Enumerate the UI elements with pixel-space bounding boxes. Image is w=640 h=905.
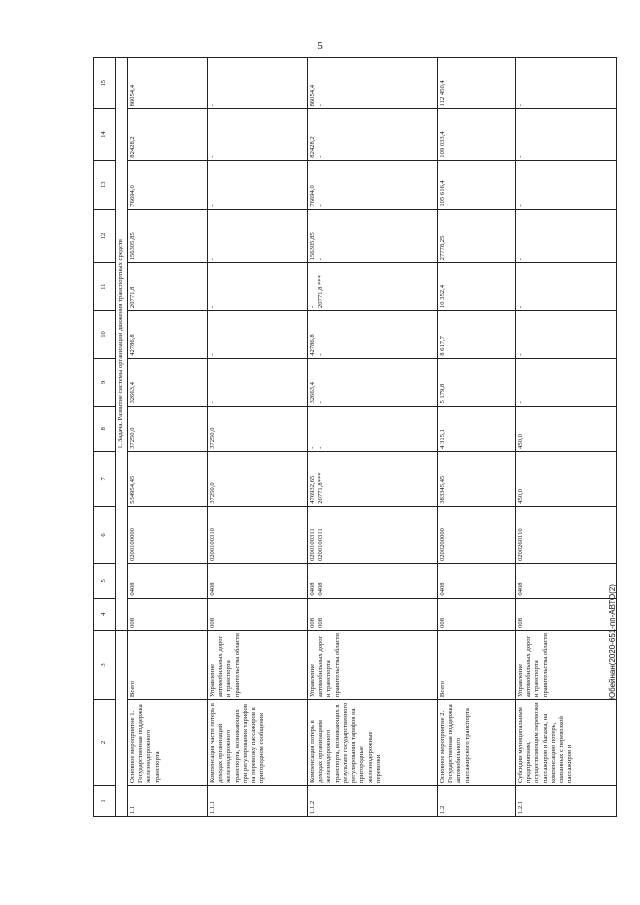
value-line: 82428,2: [129, 136, 136, 158]
value-cell-c14: [438, 109, 516, 160]
column-header-10: 10: [94, 311, 116, 359]
value-line: 0408: [517, 582, 524, 596]
task-row: [116, 58, 128, 817]
value-cell-c7: [308, 451, 438, 506]
value-line: 008: [129, 617, 136, 628]
value-line: 76694,0: [309, 185, 316, 207]
value-line: 008: [439, 617, 446, 628]
value-line: -: [317, 155, 325, 158]
value-cell-c8: [308, 406, 438, 451]
value-line: -: [517, 155, 524, 158]
value-line: 5 179,8: [439, 383, 446, 404]
value-cell-c15: [516, 58, 617, 109]
value-line: 105 616,4: [439, 180, 446, 207]
value-line: -: [517, 258, 524, 261]
value-line: 8 617,7: [439, 336, 446, 356]
value-cell-c9: [308, 358, 438, 406]
value-cell-c12: [516, 209, 617, 263]
value-cell-c8: [438, 406, 516, 451]
value-cell-c10: [438, 311, 516, 359]
executor: Управление автомобильных дорог и транспорта правительства области: [516, 630, 617, 699]
value-line: 0200260110: [517, 528, 524, 562]
value-line: -: [517, 401, 524, 404]
row-number: 1.1.1: [208, 785, 308, 816]
column-header-3: 3: [94, 630, 116, 699]
document-id: Юбейнан(2020-651-пп-АВТО(2): [608, 584, 617, 700]
budget-table: [93, 57, 617, 817]
value-line: 534954,45: [129, 475, 136, 504]
value-cell-c9: [128, 358, 208, 406]
value-line: -: [517, 353, 524, 356]
value-line: 86054,4: [129, 84, 136, 107]
value-cell-c11: [308, 263, 438, 311]
value-line: 112 450,4: [439, 80, 446, 107]
measure-name: Компенсация потерь в доходах организациям железнодорожного транспорта, возникающих в результате государственного регулирования тарифов на пригородные железнодорожные перевозки: [308, 700, 438, 786]
table-row: [208, 58, 308, 817]
column-header-14: 14: [94, 109, 116, 160]
table-frame: [93, 57, 616, 817]
value-line: 0408: [129, 582, 136, 596]
value-cell-c13: [208, 160, 308, 209]
value-line: 0200100000: [129, 528, 136, 562]
value-cell-c9: [208, 358, 308, 406]
value-line: -: [517, 104, 524, 107]
row-number: 1.2.1: [516, 785, 617, 816]
value-line: 37250,0: [209, 482, 216, 504]
row-number: 1.2: [438, 785, 516, 816]
value-cell-c6: [438, 506, 516, 563]
value-cell-c15: [128, 58, 208, 109]
value-line: -: [309, 305, 316, 309]
value-cell-c4: [128, 598, 208, 630]
value-line: -: [209, 258, 216, 261]
value-cell-c6: [516, 506, 617, 563]
value-line: 0200100311: [317, 528, 325, 562]
value-line: 27778,25: [439, 235, 446, 261]
task-row-spacer: [116, 630, 128, 816]
value-cell-c13: [128, 160, 208, 209]
task-row-cell: 1. Задача. Развитие системы организации движения транспортных средств: [116, 58, 128, 631]
value-line: 008: [209, 617, 216, 628]
value-cell-c4: [516, 598, 617, 630]
value-cell-c7: [438, 451, 516, 506]
value-cell-c6: [128, 506, 208, 563]
column-header-12: 12: [94, 209, 116, 263]
value-cell-c11: [208, 263, 308, 311]
value-line: 0408: [309, 582, 316, 596]
value-cell-c10: [308, 311, 438, 359]
executor: Управление автомобильных дорог и транспорта правительства области: [208, 630, 308, 699]
value-line: 82428,2: [309, 136, 316, 158]
page-number: 5: [317, 40, 323, 52]
row-number: 1.1: [128, 785, 208, 816]
value-line: 10 352,4: [439, 284, 446, 309]
value-cell-c11: [438, 263, 516, 311]
value-line: -: [517, 204, 524, 207]
table-row: [308, 58, 438, 817]
value-line: 32663,4: [309, 382, 316, 404]
table-row: [128, 58, 208, 817]
row-number: 1.1.2: [308, 785, 438, 816]
value-line: 156305,85: [129, 232, 136, 261]
measure-name: Основное мероприятие 2. Государственная поддержка автомобильного пассажирского транспорта: [438, 700, 516, 786]
value-line: -: [309, 446, 316, 449]
value-cell-c14: [516, 109, 617, 160]
value-line: 32663,4: [129, 382, 136, 404]
value-line: 86054,4: [309, 84, 316, 107]
value-line: 0408: [209, 582, 216, 596]
value-line: 37250,0: [209, 427, 216, 449]
value-cell-c8: [208, 406, 308, 451]
measure-name: Основное мероприятие 1. Государственная поддержка железнодорожного транспорта: [128, 700, 208, 786]
value-line: -: [209, 104, 216, 107]
value-cell-c10: [128, 311, 208, 359]
value-line: 383345,45: [439, 475, 446, 504]
value-cell-c7: [516, 451, 617, 506]
measure-name: Компенсация части потерь в доходах организаций железнодорожного транспорта, возникающих при регулировании тарифов на перевозку пассажиров в пригородном сообщении: [208, 700, 308, 786]
value-cell-c13: [516, 160, 617, 209]
column-header-5: 5: [94, 564, 116, 599]
column-header-4: 4: [94, 598, 116, 630]
value-cell-c6: [208, 506, 308, 563]
value-cell-c14: [308, 109, 438, 160]
value-line: -: [209, 353, 216, 356]
value-line: -: [209, 305, 216, 309]
column-header-7: 7: [94, 451, 116, 506]
executor: Управление автомобильных дорог и транспорта правительства области: [308, 630, 438, 699]
value-cell-c12: [128, 209, 208, 263]
column-header-15: 15: [94, 58, 116, 109]
value-line: 0200200000: [439, 528, 446, 562]
value-line: -: [209, 204, 216, 207]
value-line: -: [317, 104, 325, 107]
value-cell-c5: [516, 564, 617, 599]
value-cell-c11: [128, 263, 208, 311]
column-header-9: 9: [94, 358, 116, 406]
value-line: -: [317, 353, 325, 356]
value-cell-c8: [516, 406, 617, 451]
value-line: 20771,8***: [317, 472, 325, 504]
value-cell-c15: [308, 58, 438, 109]
value-cell-c9: [516, 358, 617, 406]
value-cell-c5: [208, 564, 308, 599]
value-line: 450,0: [517, 434, 524, 449]
value-line: 42786,8: [309, 334, 316, 356]
value-line: -: [209, 401, 216, 404]
value-line: 0200100311: [309, 528, 316, 562]
value-cell-c13: [308, 160, 438, 209]
value-line: 008: [317, 617, 325, 628]
value-line: 20771,8 ***: [317, 275, 325, 309]
value-cell-c5: [308, 564, 438, 599]
value-line: -: [209, 155, 216, 158]
column-header-13: 13: [94, 160, 116, 209]
column-header-2: 2: [94, 700, 116, 786]
value-cell-c4: [208, 598, 308, 630]
value-cell-c4: [308, 598, 438, 630]
value-line: 0200100310: [209, 528, 216, 562]
table-body: [116, 58, 617, 817]
column-header-8: 8: [94, 406, 116, 451]
value-cell-c10: [208, 311, 308, 359]
value-cell-c12: [308, 209, 438, 263]
column-header-6: 6: [94, 506, 116, 563]
value-line: 008: [309, 617, 316, 628]
value-cell-c6: [308, 506, 438, 563]
value-line: -: [517, 305, 524, 309]
value-cell-c10: [516, 311, 617, 359]
measure-name: Субсидии муниципальным предприятиям, осуществляющим перевозки пассажиров и багажа, на компенсацию потерь, связанных с перевозкой пассажиров и: [516, 700, 617, 786]
value-cell-c9: [438, 358, 516, 406]
value-cell-c5: [128, 564, 208, 599]
value-cell-c13: [438, 160, 516, 209]
value-cell-c14: [128, 109, 208, 160]
value-line: 0408: [439, 582, 446, 596]
column-header-1: 1: [94, 785, 116, 816]
value-line: 20771,8: [129, 286, 136, 309]
value-cell-c12: [208, 209, 308, 263]
value-line: 450,0: [517, 488, 524, 504]
value-cell-c11: [516, 263, 617, 311]
value-line: 37250,0: [129, 427, 136, 449]
value-line: -: [317, 401, 325, 404]
value-cell-c4: [438, 598, 516, 630]
table-row: [516, 58, 617, 817]
value-line: 42786,8: [129, 334, 136, 356]
executor: Всего: [128, 630, 208, 699]
value-line: 0408: [317, 582, 325, 596]
value-cell-c7: [208, 451, 308, 506]
value-line: 76694,0: [129, 185, 136, 207]
value-line: 109 033,4: [439, 131, 446, 158]
header-row: [94, 58, 116, 817]
value-line: 476932,65: [309, 475, 316, 504]
value-line: 156305,85: [309, 232, 316, 261]
value-cell-c14: [208, 109, 308, 160]
table-row: [438, 58, 516, 817]
value-cell-c7: [128, 451, 208, 506]
value-line: -: [317, 204, 325, 207]
column-header-11: 11: [94, 263, 116, 311]
value-cell-c8: [128, 406, 208, 451]
value-cell-c5: [438, 564, 516, 599]
value-cell-c15: [208, 58, 308, 109]
value-cell-c12: [438, 209, 516, 263]
value-line: -: [317, 258, 325, 261]
executor: Всего: [438, 630, 516, 699]
value-line: 4 315,1: [439, 429, 446, 449]
value-line: 008: [517, 617, 524, 628]
value-cell-c15: [438, 58, 516, 109]
value-line: -: [317, 446, 325, 449]
